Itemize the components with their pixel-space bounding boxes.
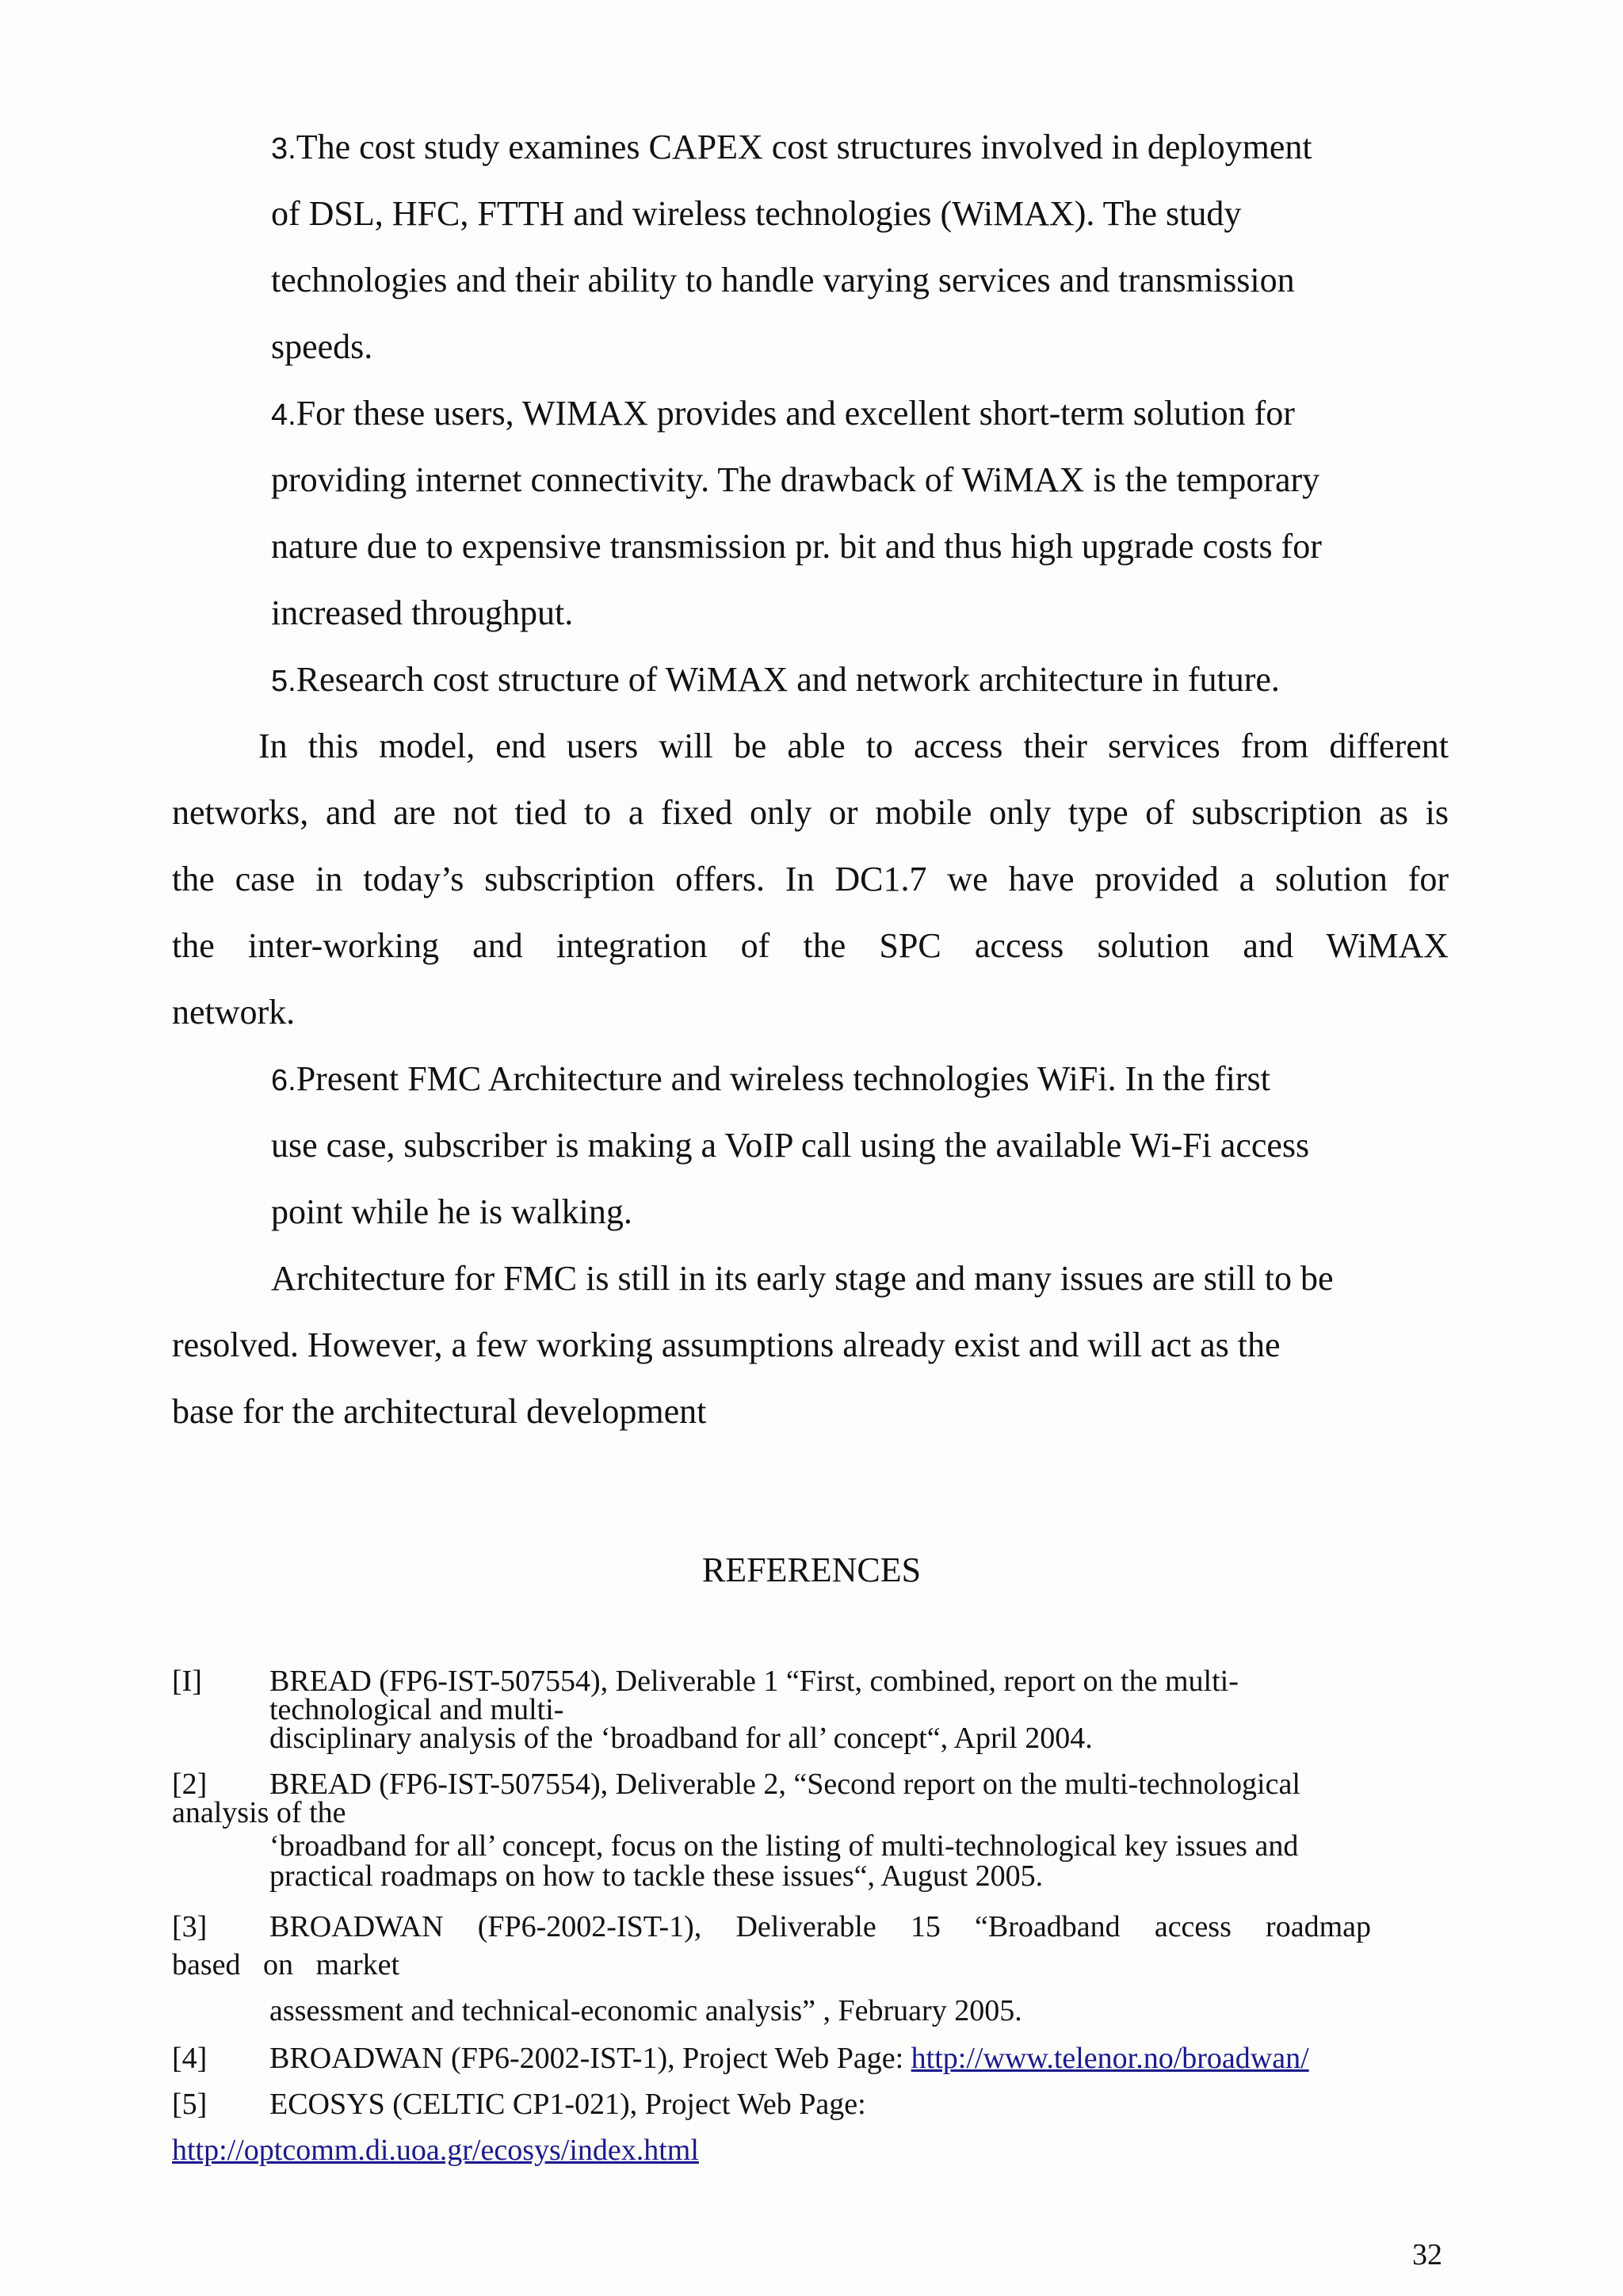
list-item-4-line-1: 4.For these users, WIMAX provides and excellent short-term solution for bbox=[271, 394, 1295, 433]
list-item-3-line-4: speeds. bbox=[271, 327, 373, 366]
reference-3-line-2: based on market bbox=[172, 1948, 400, 1981]
paragraph-arch-line-2: resolved. However, a few working assumptions already exist and will act as the bbox=[172, 1325, 1281, 1364]
list-number: 6. bbox=[271, 1064, 296, 1097]
reference-1-line-1: BREAD (FP6-IST-507554), Deliverable 1 “First, combined, report on the multi- bbox=[269, 1665, 1239, 1698]
paragraph-model-line-5: network. bbox=[172, 993, 296, 1032]
list-item-3-line-2: of DSL, HFC, FTTH and wireless technologies (WiMAX). The study bbox=[271, 194, 1242, 233]
reference-3-line-1: BROADWAN (FP6-2002-IST-1), Deliverable 15 “Broadband access roadmap bbox=[269, 1910, 1371, 1943]
list-item-3-line-3: technologies and their ability to handle varying services and transmission bbox=[271, 261, 1295, 299]
reference-label: [3] bbox=[172, 1910, 208, 1943]
references-heading: REFERENCES bbox=[701, 1550, 922, 1589]
list-number: 5. bbox=[271, 665, 296, 698]
list-number: 3. bbox=[271, 132, 296, 166]
reference-label: [4] bbox=[172, 2042, 208, 2075]
reference-2-line-4: practical roadmaps on how to tackle these issues“, August 2005. bbox=[269, 1859, 1044, 1893]
list-item-3-line-1: 3.The cost study examines CAPEX cost structures involved in deployment bbox=[271, 128, 1312, 166]
list-number: 4. bbox=[271, 399, 296, 432]
reference-1-line-3: disciplinary analysis of the ‘broadband for all’ concept“, April 2004. bbox=[269, 1722, 1093, 1755]
reference-2-line-2: analysis of the bbox=[172, 1796, 346, 1829]
reference-2-line-3: ‘broadband for all’ concept, focus on the listing of multi-technological key issues and bbox=[269, 1829, 1299, 1863]
paragraph-model-line-2: networks, and are not tied to a fixed only or mobile only type of subscription as is bbox=[172, 793, 1449, 832]
reference-label: [2] bbox=[172, 1768, 208, 1801]
paragraph-model-line-4: the inter-working and integration of the SPC access solution and WiMAX bbox=[172, 926, 1449, 965]
paragraph-model-line-1: In this model, end users will be able to access their services from different bbox=[258, 727, 1449, 765]
reference-3-line-3: assessment and technical-economic analysis” , February 2005. bbox=[269, 1994, 1022, 2027]
list-item-4-line-2: providing internet connectivity. The drawback of WiMAX is the temporary bbox=[271, 460, 1320, 499]
list-item-5-line-1: 5.Research cost structure of WiMAX and network architecture in future. bbox=[271, 660, 1280, 699]
reference-2-line-1: BREAD (FP6-IST-507554), Deliverable 2, “Second report on the multi-technological bbox=[269, 1768, 1300, 1801]
list-item-6-line-1: 6.Present FMC Architecture and wireless technologies WiFi. In the first bbox=[271, 1059, 1270, 1098]
paragraph-model-line-3: the case in today’s subscription offers. In DC1.7 we have provided a solution for bbox=[172, 860, 1449, 898]
reference-5-link-line bbox=[172, 2134, 699, 2166]
paragraph-arch-line-3: base for the architectural development bbox=[172, 1392, 707, 1431]
reference-4-line: BROADWAN (FP6-2002-IST-1), Project Web Page: http://www.telenor.no/broadwan/ bbox=[269, 2042, 1309, 2075]
ecosys-link[interactable]: http://optcomm.di.uoa.gr/ecosys/index.html bbox=[172, 2134, 699, 2167]
list-item-4-line-4: increased throughput. bbox=[271, 593, 574, 632]
reference-5-line: ECOSYS (CELTIC CP1-021), Project Web Page: bbox=[269, 2088, 866, 2121]
list-item-4-line-3: nature due to expensive transmission pr. bit and thus high upgrade costs for bbox=[271, 527, 1322, 566]
list-item-6-line-3: point while he is walking. bbox=[271, 1192, 632, 1231]
list-item-6-line-2: use case, subscriber is making a VoIP call using the available Wi-Fi access bbox=[271, 1126, 1310, 1165]
reference-label: [I] bbox=[172, 1665, 202, 1698]
broadwan-link[interactable]: http://www.telenor.no/broadwan/ bbox=[911, 2042, 1309, 2075]
reference-1-line-2: technological and multi- bbox=[269, 1693, 564, 1726]
paragraph-arch-line-1: Architecture for FMC is still in its early stage and many issues are still to be bbox=[271, 1259, 1334, 1298]
reference-label: [5] bbox=[172, 2088, 208, 2121]
page-number: 32 bbox=[1412, 2238, 1442, 2271]
